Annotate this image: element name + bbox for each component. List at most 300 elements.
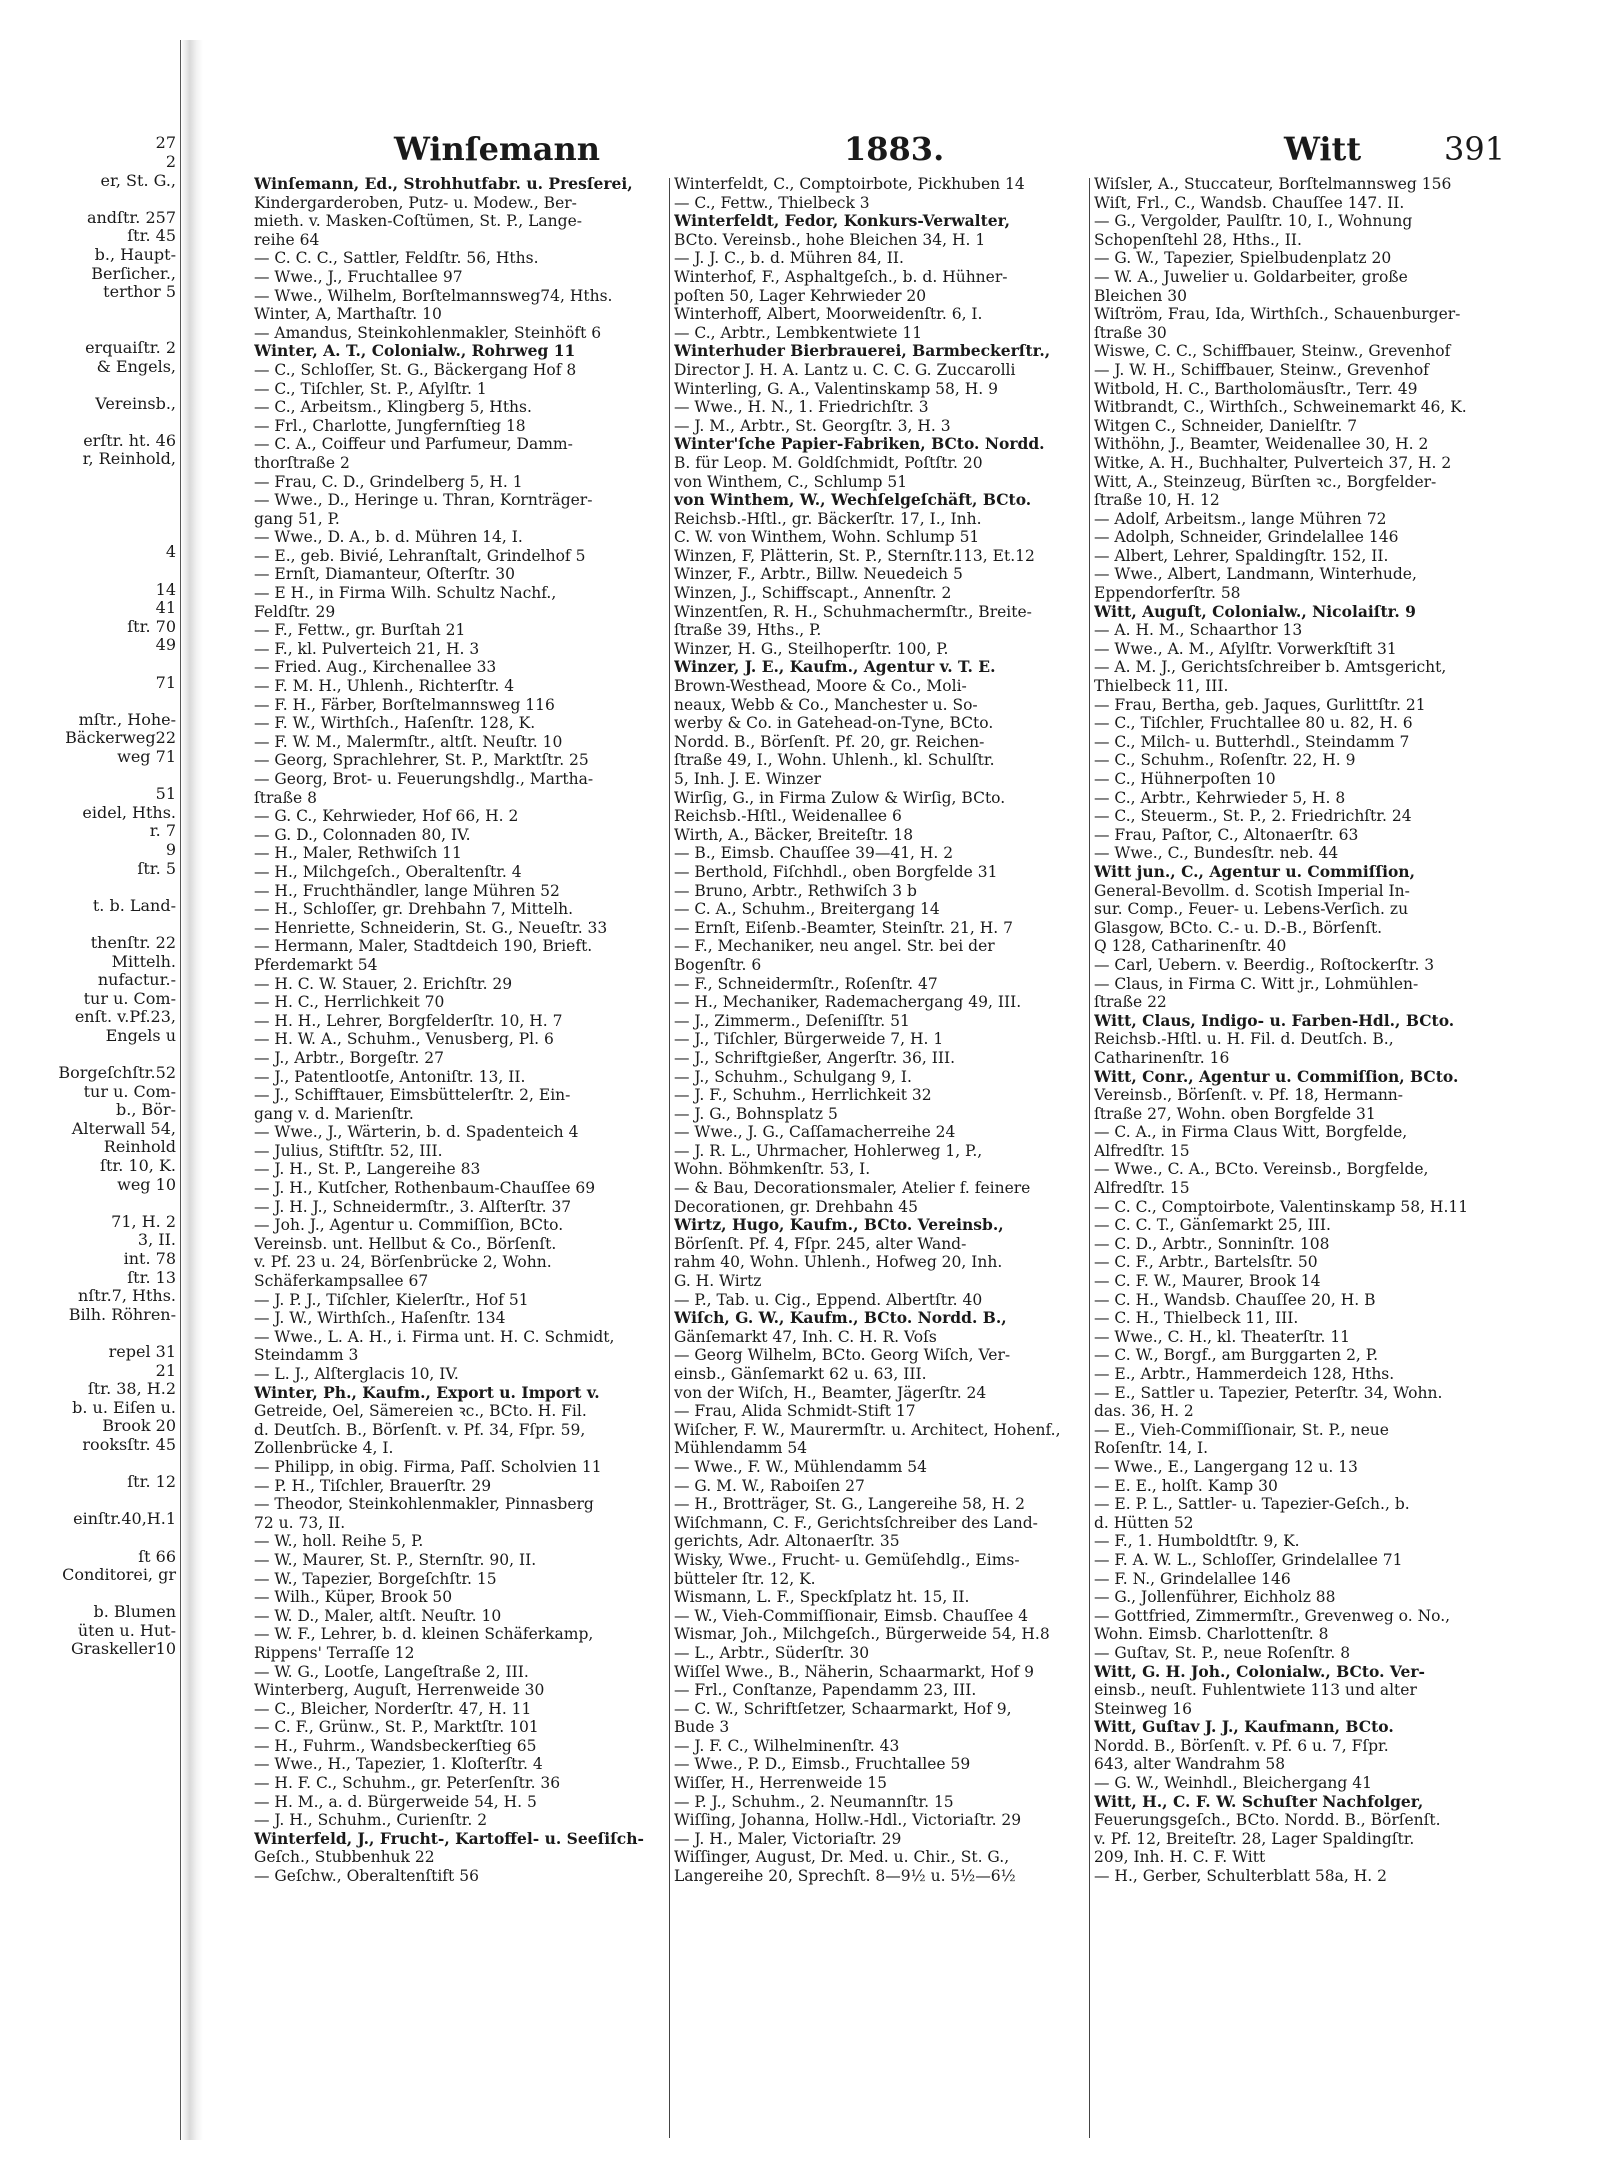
directory-entry: Winterhof, F., Asphaltgeſch., b. d. Hühner- <box>674 267 1008 286</box>
directory-entry: Wiſchmann, C. F., Gerichtsſchreiber des Land- <box>674 1513 1038 1532</box>
fragment-line: Graskeller10 <box>70 1640 176 1659</box>
fragment-line <box>0 302 178 321</box>
fragment-line: Vereinsb., <box>95 394 176 413</box>
fragment-line: 51 <box>155 785 176 804</box>
fragment-line: üten u. Hut- <box>77 1621 176 1640</box>
directory-entry: Wiſtröm, Frau, Ida, Wirthſch., Schauenburger- <box>1094 305 1461 324</box>
directory-entry: — F. W. M., Malermſtr., altſt. Neuſtr. 10 <box>254 732 563 751</box>
directory-entry: — C. F., Arbtr., Bartelsſtr. 50 <box>1094 1253 1318 1272</box>
directory-entry: rahm 40, Wohn. Uhlenh., Hofweg 20, Inh. <box>674 1253 1003 1272</box>
fragment-line <box>0 878 178 897</box>
directory-entry: — Joh. J., Agentur u. Commiſſion, BCto. <box>254 1216 564 1235</box>
directory-entry: Steindamm 3 <box>254 1346 359 1365</box>
directory-entry: — Wwe., C., Bundesſtr. neb. 44 <box>1094 844 1339 863</box>
directory-entry: Reichsb.-Hſtl., gr. Bäckerſtr. 17, I., Inh. <box>674 509 982 528</box>
fragment-line <box>0 488 178 507</box>
directory-entry: — C. F., Grünw., St. P., Marktſtr. 101 <box>254 1718 539 1737</box>
directory-entry: — F., kl. Pulverteich 21, H. 3 <box>254 639 480 658</box>
directory-column-1 <box>254 175 699 2135</box>
directory-entry: — J. P. J., Tiſchler, Kielerſtr., Hof 51 <box>254 1290 529 1309</box>
directory-entry: — Adolph, Schneider, Grindelallee 146 <box>1094 528 1399 547</box>
directory-entry: Witt, Auguſt, Colonialw., Nicolaiſtr. 9 <box>1094 602 1416 621</box>
fragment-line: b. Blumen <box>93 1603 176 1622</box>
directory-entry: — E., geb. Bivié, Lehranſtalt, Grindelhof 5 <box>254 546 586 565</box>
directory-entry: — H., Gerber, Schulterblatt 58a, H. 2 <box>1094 1867 1387 1886</box>
directory-entry: Schopenſtehl 28, Hths., II. <box>1094 230 1302 249</box>
fragment-line: ſtr. 38, H.2 <box>87 1380 176 1399</box>
directory-entry: — J., Schriftgießer, Angerſtr. 36, III. <box>674 1048 956 1067</box>
fragment-line: 71, H. 2 <box>111 1212 176 1231</box>
directory-entry: — H. F. C., Schuhm., gr. Peterſenſtr. 36 <box>254 1774 561 1793</box>
fragment-line: ſtr. 70 <box>127 617 176 636</box>
directory-entry: — C. W., Borgf., am Burggarten 2, P. <box>1094 1346 1378 1365</box>
directory-entry: Vereinsb. unt. Hellbut & Co., Börſenſt. <box>254 1234 557 1253</box>
directory-entry: — Geſchw., Oberaltenſtift 56 <box>254 1867 479 1886</box>
directory-entry: mieth. v. Masken-Coſtümen, St. P., Lange- <box>254 212 582 231</box>
fragment-line <box>0 116 178 135</box>
directory-entry: Wiſſer, H., Herrenweide 15 <box>674 1774 887 1793</box>
directory-entry: — Ernſt, Diamanteur, Oſterſtr. 30 <box>254 565 515 584</box>
directory-entry: Zollenbrücke 4, I. <box>254 1439 394 1458</box>
directory-entry: — C. H., Wandsb. Chauſſee 20, H. B <box>1094 1290 1376 1309</box>
fragment-line: weg 71 <box>117 747 176 766</box>
fragment-line: b. u. Eiſen u. <box>72 1398 176 1417</box>
directory-entry: Winſemann, Ed., Strohhutfabr. u. Presſerei, <box>254 175 633 193</box>
directory-entry: — F., Fettw., gr. Burſtah 21 <box>254 621 466 640</box>
directory-entry: ſtraße 22 <box>1094 993 1167 1012</box>
directory-entry: — W. F., Lehrer, b. d. kleinen Schäferkamp, <box>254 1625 594 1644</box>
directory-entry: — E., Vieh-Commiſſionair, St. P., neue <box>1094 1420 1389 1439</box>
directory-entry: Wismann, L. F., Speckſplatz ht. 15, II. <box>674 1588 970 1607</box>
directory-entry: Bude 3 <box>674 1718 730 1737</box>
directory-entry: 209, Inh. H. C. F. Witt <box>1094 1848 1266 1867</box>
fragment-line: enſt. v.Pf.23, <box>74 1008 176 1027</box>
fragment-line: er, St. G., <box>100 171 176 190</box>
directory-entry: — Wwe., C. A., BCto. Vereinsb., Borgfelde, <box>1094 1160 1429 1179</box>
directory-entry: Winterfeldt, Fedor, Konkurs-Verwalter, <box>674 212 1011 231</box>
fragment-line: Conditorei, gr <box>62 1566 176 1585</box>
directory-entry: — Gottfried, Zimmermſtr., Grevenweg o. No., <box>1094 1606 1451 1625</box>
directory-entry: — Wwe., Albert, Landmann, Winterhude, <box>1094 565 1417 584</box>
directory-entry: Wiſch, G. W., Kaufm., BCto. Nordd. B., <box>674 1309 1007 1328</box>
directory-entry: B. für Leop. M. Goldſchmidt, Poſtſtr. 20 <box>674 453 983 472</box>
directory-page <box>204 60 1584 2140</box>
directory-entry: — L. J., Alſterglacis 10, IV. <box>254 1365 459 1383</box>
directory-entry: — C., Tiſchler, St. P., Aſylſtr. 1 <box>254 379 487 398</box>
directory-entry: — H., Brotträger, St. G., Langereihe 58, H. 2 <box>674 1495 1025 1514</box>
directory-entry: neaux, Webb & Co., Manchester u. So- <box>674 695 978 714</box>
directory-entry: — Wilh., Küper, Brook 50 <box>254 1588 453 1607</box>
fragment-line <box>0 767 178 786</box>
directory-entry: — C. C. T., Gänſemarkt 25, III. <box>1094 1216 1331 1235</box>
directory-entry: Thielbeck 11, III. <box>1094 677 1229 696</box>
book-spine <box>180 40 203 2140</box>
directory-entry: — Wwe., D., Heringe u. Thran, Kornträger- <box>254 491 593 510</box>
directory-entry: Witt, Conr., Agentur u. Commiſſion, BCto. <box>1094 1067 1459 1086</box>
directory-entry: Winzer, H. G., Steilhoperſtr. 100, P. <box>674 639 949 658</box>
directory-entry: — G. W., Tapezier, Spielbudenplatz 20 <box>1094 249 1392 268</box>
directory-entry: — J. H., Kutſcher, Rothenbaum-Chauſſee 69 <box>254 1179 596 1198</box>
fragment-line: mſtr., Hohe- <box>78 710 176 729</box>
fragment-line: 3, II. <box>137 1231 176 1250</box>
fragment-line <box>0 97 178 116</box>
directory-entry: — H., Schloſſer, gr. Drehbahn 7, Mittelh. <box>254 900 574 919</box>
fragment-line <box>0 506 178 525</box>
directory-entry: — Berthold, Fiſchhdl., oben Borgfelde 31 <box>674 862 998 881</box>
directory-entry: — J. M., Arbtr., St. Georgſtr. 3, H. 3 <box>674 416 951 435</box>
directory-entry: — J. H., Schuhm., Curienſtr. 2 <box>254 1811 488 1830</box>
fragment-line: Berſicher., <box>91 264 176 283</box>
directory-entry: — Claus, in Firma C. Witt jr., Lohmühlen- <box>1094 974 1419 993</box>
directory-entry: — J. G., Bohnsplatz 5 <box>674 1104 838 1123</box>
fragment-line: weg 10 <box>117 1175 176 1194</box>
directory-entry: — W. G., Lootſe, Langeſtraße 2, III. <box>254 1662 529 1681</box>
directory-entry: Wiſcher, F. W., Maurermſtr. u. Architect, Hohenf., <box>674 1420 1061 1439</box>
directory-entry: — Adolf, Arbeitsm., lange Mühren 72 <box>1094 509 1387 528</box>
directory-entry: Nordd. B., Börſenſt. Pf. 20, gr. Reichen- <box>674 732 985 751</box>
directory-entry: — C., Milch- u. Butterhdl., Steindamm 7 <box>1094 732 1410 751</box>
fragment-line: erſtr. ht. 46 <box>83 431 176 450</box>
fragment-line: terthor 5 <box>103 283 176 302</box>
fragment-line: b., Bör- <box>116 1101 176 1120</box>
directory-entry: — A. H. M., Schaarthor 13 <box>1094 621 1303 640</box>
fragment-line: 2 <box>165 152 176 171</box>
fragment-line: ſtr. 5 <box>137 859 176 878</box>
directory-entry: ſtraße 39, Hths., P. <box>674 621 822 640</box>
directory-entry: — Frau, C. D., Grindelberg 5, H. 1 <box>254 472 523 491</box>
directory-entry: ſtraße 27, Wohn. oben Borgfelde 31 <box>1094 1104 1376 1123</box>
directory-entry: Winzen, F, Plätterin, St. P., Sternſtr.113, Et.12 <box>674 546 1035 565</box>
directory-entry: — Frau, Paſtor, C., Altonaerſtr. 63 <box>1094 825 1359 844</box>
directory-entry: gang 51, P. <box>254 509 340 528</box>
directory-entry: werby & Co. in Gatehead-on-Tyne, BCto. <box>674 714 994 733</box>
directory-entry: Wiſt, Frl., C., Wandsb. Chauſſee 147. II. <box>1094 193 1405 212</box>
directory-entry: — & Bau, Decorationsmaler, Atelier f. feinere <box>674 1179 1031 1198</box>
fragment-line: ſtr. 12 <box>127 1473 176 1492</box>
directory-entry: — F. H., Färber, Borſtelmannsweg 116 <box>254 695 555 714</box>
directory-entry: Alfredſtr. 15 <box>1094 1179 1190 1198</box>
directory-entry: Vereinsb., Börſenſt. v. Pf. 18, Hermann- <box>1094 1086 1404 1105</box>
directory-entry: ſtraße 30 <box>1094 323 1167 342</box>
directory-entry: Wirth, A., Bäcker, Breiteſtr. 18 <box>674 825 914 844</box>
directory-entry: — F. A. W. L., Schloſſer, Grindelallee 71 <box>1094 1550 1403 1569</box>
directory-entry: Catharinenſtr. 16 <box>1094 1048 1230 1067</box>
directory-entry: — G. M. W., Raboiſen 27 <box>674 1476 865 1495</box>
directory-entry: — Wwe., D. A., b. d. Mühren 14, I. <box>254 528 523 547</box>
directory-entry: — E. E., holſt. Kamp 30 <box>1094 1476 1278 1495</box>
directory-entry: d. Deutſch. B., Börſenſt. v. Pf. 34, Fſpr. 59, <box>254 1420 586 1439</box>
directory-entry: Roſenſtr. 14, I. <box>1094 1439 1209 1458</box>
directory-entry: Wohn. Böhmkenſtr. 53, I. <box>674 1160 871 1179</box>
fragment-line: rooksſtr. 45 <box>82 1435 176 1454</box>
directory-entry: — Guſtav, St. P., neue Roſenſtr. 8 <box>1094 1643 1351 1662</box>
directory-entry: Glasgow, BCto. C.- u. D.-B., Börſenſt. <box>1094 918 1383 937</box>
directory-entry: Steinweg 16 <box>1094 1699 1192 1718</box>
fragment-line: Brook 20 <box>102 1417 176 1436</box>
directory-entry: — F., Schneidermſtr., Roſenſtr. 47 <box>674 974 938 993</box>
directory-entry: Schäferkampsallee 67 <box>254 1272 429 1291</box>
directory-entry: — W., Maurer, St. P., Sternſtr. 90, II. <box>254 1550 537 1569</box>
directory-entry: — J., Patentlootſe, Antoniſtr. 13, II. <box>254 1067 526 1086</box>
directory-entry: Wiſſinger, August, Dr. Med. u. Chir., St. G., <box>674 1848 1010 1867</box>
directory-entry: — Philipp, in obig. Firma, Paſſ. Scholvien 11 <box>254 1457 602 1476</box>
directory-entry: — C., Tiſchler, Fruchtallee 80 u. 82, H. 6 <box>1094 714 1413 733</box>
directory-entry: — C. H., Thielbeck 11, III. <box>1094 1309 1299 1328</box>
fragment-line <box>0 469 178 488</box>
directory-entry: Winterfeldt, C., Comptoirbote, Pickhuben 14 <box>674 175 1025 193</box>
directory-entry: einsb., neuſt. Fuhlentwiete 113 und alter <box>1094 1681 1417 1700</box>
directory-entry: — C., Hühnerpoſten 10 <box>1094 770 1276 788</box>
directory-entry: — C. A., in Firma Claus Witt, Borgfelde, <box>1094 1123 1408 1142</box>
directory-column-3 <box>1094 175 1539 2135</box>
directory-entry: — H., Mechaniker, Rademachergang 49, III. <box>674 993 1022 1012</box>
directory-entry: — H. M., a. d. Bürgerweide 54, H. 5 <box>254 1792 537 1811</box>
directory-entry: Feldſtr. 29 <box>254 602 336 621</box>
directory-entry: — H., Fuhrm., Wandsbeckerſtieg 65 <box>254 1736 537 1755</box>
fragment-line: ſtr. 45 <box>127 227 176 246</box>
directory-entry: — F., Mechaniker, neu angel. Str. bei der <box>674 937 995 956</box>
directory-entry: — P., Tab. u. Cig., Eppend. Albertſtr. 40 <box>674 1290 983 1309</box>
fragment-line: eidel, Hths. <box>82 803 176 822</box>
directory-entry: — W. A., Juwelier u. Goldarbeiter, große <box>1094 267 1408 286</box>
fragment-line: 27 <box>155 134 176 153</box>
directory-entry: — W., Tapezier, Borgeſchſtr. 15 <box>254 1569 497 1588</box>
directory-entry: — Wwe., J., Fruchtallee 97 <box>254 267 463 286</box>
directory-entry: — C. A., Coiffeur und Parfumeur, Damm- <box>254 435 573 454</box>
header-year: 1883. <box>844 130 945 168</box>
previous-page-fragment <box>0 60 178 2120</box>
directory-entry: Decorationen, gr. Drehbahn 45 <box>674 1197 919 1216</box>
directory-entry: — Albert, Lehrer, Spaldingſtr. 152, II. <box>1094 546 1389 565</box>
fragment-line: tur u. Com- <box>83 989 176 1008</box>
directory-entry: — H., Milchgeſch., Oberaltenſtr. 4 <box>254 862 522 881</box>
directory-entry: v. Pf. 12, Breiteſtr. 28, Lager Spaldingſtr. <box>1094 1829 1415 1848</box>
directory-entry: — C. A., Schuhm., Breitergang 14 <box>674 900 940 919</box>
directory-entry: — W., holl. Reihe 5, P. <box>254 1532 424 1551</box>
directory-entry: — A. M. J., Gerichtsſchreiber b. Amtsgericht, <box>1094 658 1447 677</box>
directory-entry: — F. M. H., Uhlenh., Richterſtr. 4 <box>254 677 515 696</box>
directory-entry: — J. F. C., Wilhelminenſtr. 43 <box>674 1736 900 1755</box>
page-number: 391 <box>1444 130 1506 168</box>
directory-entry: — F. W., Wirthſch., Haſenſtr. 128, K. <box>254 714 536 733</box>
directory-entry: Winter'ſche Papier-Fabriken, BCto. Nordd. <box>674 435 1045 454</box>
directory-entry: — Bruno, Arbtr., Rethwiſch 3 b <box>674 881 917 900</box>
fragment-line: b., Haupt- <box>94 245 176 264</box>
directory-entry: Witgen C., Schneider, Danielſtr. 7 <box>1094 416 1358 435</box>
directory-entry: d. Hütten 52 <box>1094 1513 1194 1532</box>
directory-entry: — Georg, Brot- u. Feuerungshdlg., Martha- <box>254 770 594 788</box>
directory-entry: Wiſsler, A., Stuccateur, Borſtelmannsweg 156 <box>1094 175 1452 193</box>
directory-entry: einsb., Gänſemarkt 62 u. 63, III. <box>674 1365 927 1383</box>
fragment-line: tur u. Com- <box>83 1082 176 1101</box>
directory-entry: — C. W., Schriftſetzer, Schaarmarkt, Hof 9, <box>674 1699 1012 1718</box>
fragment-line: 49 <box>155 636 176 655</box>
directory-entry: von Winthem, C., Schlump 51 <box>674 472 908 491</box>
directory-entry: — J. W. H., Schiffbauer, Steinw., Grevenhof <box>1094 360 1429 379</box>
directory-entry: — W. D., Maler, altſt. Neuſtr. 10 <box>254 1606 502 1625</box>
fragment-line: Alterwall 54, <box>71 1119 176 1138</box>
directory-entry: — Wwe., L. A. H., i. Firma unt. H. C. Schmidt, <box>254 1327 615 1346</box>
directory-entry: Wisky, Wwe., Frucht- u. Gemüſehdlg., Eims- <box>674 1550 1020 1569</box>
directory-entry: C. W. von Winthem, Wohn. Schlump 51 <box>674 528 980 547</box>
directory-entry: — E., Sattler u. Tapezier, Peterſtr. 34, Wohn. <box>1094 1383 1443 1402</box>
directory-entry: — H. H., Lehrer, Borgfelderſtr. 10, H. 7 <box>254 1011 563 1030</box>
directory-entry: — Wwe., A. M., Aſylſtr. Vorwerkſtift 31 <box>1094 639 1397 658</box>
fragment-line <box>0 1455 178 1474</box>
directory-entry: Winzer, F., Arbtr., Billw. Neuedeich 5 <box>674 565 963 584</box>
directory-entry: Rippens' Terraſſe 12 <box>254 1643 415 1662</box>
directory-entry: Wirtz, Hugo, Kaufm., BCto. Vereinsb., <box>674 1216 1004 1235</box>
directory-entry: — J., Schifftauer, Eimsbüttelerſtr. 2, Ein- <box>254 1086 571 1105</box>
fragment-line: 4 <box>165 543 176 562</box>
fragment-line <box>0 692 178 711</box>
directory-entry: 5, Inh. J. E. Winzer <box>674 770 822 788</box>
directory-entry: Börſenſt. Pf. 4, Fſpr. 245, alter Wand- <box>674 1234 967 1253</box>
directory-entry: — Julius, Stiftſtr. 52, III. <box>254 1141 443 1160</box>
directory-entry: — Georg Wilhelm, BCto. Georg Wiſch, Ver- <box>674 1346 1011 1365</box>
directory-entry: bütteler ſtr. 12, K. <box>674 1569 816 1588</box>
fragment-line: int. 78 <box>123 1250 176 1268</box>
directory-entry: — G. W., Weinhdl., Bleichergang 41 <box>1094 1774 1372 1793</box>
directory-entry: von Winthem, W., Wechſelgeſchäft, BCto. <box>674 491 1032 510</box>
directory-entry: — C., Schloſſer, St. G., Bäckergang Hof 8 <box>254 360 577 379</box>
directory-entry: — J., Arbtr., Borgeſtr. 27 <box>254 1048 444 1067</box>
directory-entry: — H. C., Herrlichkeit 70 <box>254 993 445 1012</box>
directory-entry: ſtraße 49, I., Wohn. Uhlenh., kl. Schulſtr. <box>674 751 995 770</box>
fragment-line <box>0 190 178 209</box>
directory-entry: — F., 1. Humboldtſtr. 9, K. <box>1094 1532 1300 1551</box>
fragment-line <box>0 1529 178 1548</box>
directory-entry: Winter, A, Marthaſtr. 10 <box>254 305 442 324</box>
directory-entry: Reichsb.-Hſtl., Weidenallee 6 <box>674 807 902 826</box>
directory-entry: — Amandus, Steinkohlenmakler, Steinhöft 6 <box>254 323 602 342</box>
directory-entry: Mühlendamm 54 <box>674 1439 808 1458</box>
directory-entry: Wirſig, G., in Firma Zulow & Wirſig, BCto. <box>674 788 1006 807</box>
directory-entry: — Wwe., P. D., Eimsb., Fruchtallee 59 <box>674 1755 971 1774</box>
directory-entry: — Theodor, Steinkohlenmakler, Pinnasberg <box>254 1495 594 1514</box>
fragment-line: r. 7 <box>149 822 176 841</box>
fragment-line: 14 <box>155 580 176 599</box>
fragment-line: ſtr. 10, K. <box>100 1157 176 1176</box>
directory-entry: Wohn. Eimsb. Charlottenſtr. 8 <box>1094 1625 1329 1644</box>
directory-entry: — Wwe., J., Wärterin, b. d. Spadenteich 4 <box>254 1123 579 1142</box>
directory-entry: — C. F. W., Maurer, Brook 14 <box>1094 1272 1321 1291</box>
directory-entry: — Wwe., H. N., 1. Friedrichſtr. 3 <box>674 398 929 417</box>
directory-entry: — Wwe., C. H., kl. Theaterſtr. 11 <box>1094 1327 1351 1346</box>
directory-entry: Wiswe, C. C., Schiffbauer, Steinw., Grevenhof <box>1094 342 1451 361</box>
directory-entry: ſtraße 10, H. 12 <box>1094 491 1220 510</box>
directory-entry: Brown-Westhead, Moore & Co., Moli- <box>674 677 967 696</box>
fragment-line: 41 <box>155 599 176 618</box>
fragment-line: ſt 66 <box>138 1547 176 1566</box>
fragment-line: erquaiſtr. 2 <box>85 338 176 357</box>
directory-entry: Langereihe 20, Sprechſt. 8—9½ u. 5½—6½ <box>674 1867 1016 1886</box>
fragment-line: nſtr.7, Hths. <box>78 1287 176 1306</box>
directory-entry: — J., Zimmerm., Deſeniſſtr. 51 <box>674 1011 910 1030</box>
directory-entry: — E. P. L., Sattler- u. Tapezier-Geſch., b. <box>1094 1495 1410 1514</box>
directory-entry: — Fried. Aug., Kirchenallee 33 <box>254 658 497 677</box>
fragment-line <box>0 915 178 934</box>
directory-entry: Bleichen 30 <box>1094 286 1187 305</box>
fragment-line: Mittelh. <box>111 952 176 971</box>
directory-entry: Witbold, H. C., Bartholomäusſtr., Terr. 49 <box>1094 379 1418 398</box>
directory-entry: — Georg, Sprachlehrer, St. P., Marktſtr. 25 <box>254 751 589 770</box>
directory-entry: poſten 50, Lager Kehrwieder 20 <box>674 286 927 305</box>
directory-entry: — J., Tiſchler, Bürgerweide 7, H. 1 <box>674 1030 944 1049</box>
directory-entry: — C., Schuhm., Roſenſtr. 22, H. 9 <box>1094 751 1356 770</box>
directory-entry: Winterfeld, J., Frucht-, Kartoffel- u. Seeſiſch- <box>254 1829 644 1848</box>
directory-entry: Winterhoff, Albert, Moorweidenſtr. 6, I. <box>674 305 983 324</box>
directory-entry: — G. C., Kehrwieder, Hof 66, H. 2 <box>254 807 519 826</box>
fragment-line <box>0 376 178 395</box>
directory-entry: — J. H., St. P., Langereihe 83 <box>254 1160 481 1179</box>
directory-entry: Wismar, Joh., Milchgeſch., Bürgerweide 54, H.8 <box>674 1625 1050 1644</box>
fragment-line <box>0 1585 178 1604</box>
fragment-line <box>0 60 178 79</box>
fragment-line <box>0 79 178 98</box>
directory-entry: — H. C. W. Stauer, 2. Erichſtr. 29 <box>254 974 513 993</box>
fragment-line: 71 <box>155 673 176 692</box>
directory-entry: — J. H. J., Schneidermſtr., 3. Alſterſtr. 37 <box>254 1197 572 1216</box>
directory-entry: — G., Jollenführer, Eichholz 88 <box>1094 1588 1336 1607</box>
directory-entry: Witt, A., Steinzeug, Bürſten ꝛc., Borgfelder- <box>1094 472 1437 491</box>
directory-entry: — C., Arbtr., Lembkentwiete 11 <box>674 323 923 342</box>
fragment-line: & Engels, <box>96 357 176 376</box>
fragment-line: ſtr. 13 <box>127 1268 176 1287</box>
directory-entry: — J. H., Maler, Victoriaſtr. 29 <box>674 1829 902 1848</box>
directory-entry: Pferdemarkt 54 <box>254 955 378 974</box>
fragment-line: 9 <box>165 840 176 859</box>
fragment-line: nufactur.- <box>97 971 176 990</box>
directory-entry: — C., Arbeitsm., Klingberg 5, Hths. <box>254 398 532 417</box>
directory-entry: 643, alter Wandrahm 58 <box>1094 1755 1286 1774</box>
fragment-line: Reinhold <box>103 1138 176 1157</box>
directory-entry: — Frau, Bertha, geb. Jaques, Gurlittſtr. 21 <box>1094 695 1426 714</box>
fragment-line <box>0 320 178 339</box>
directory-entry: Director J. H. A. Lantz u. C. C. G. Zuccarolli <box>674 360 1016 379</box>
directory-entry: — W., Vieh-Commiſſionair, Eimsb. Chauſſee 4 <box>674 1606 1029 1625</box>
directory-entry: — H. W. A., Schuhm., Venusberg, Pl. 6 <box>254 1030 554 1049</box>
directory-column-2 <box>674 175 1119 2135</box>
directory-entry: Bogenſtr. 6 <box>674 955 762 974</box>
page-header <box>204 130 1574 178</box>
directory-entry: — C., Fettw., Thielbeck 3 <box>674 193 870 212</box>
directory-entry: — J. J. C., b. d. Mühren 84, II. <box>674 249 904 268</box>
directory-entry: Winzen, J., Schiffscapt., Annenſtr. 2 <box>674 584 952 603</box>
directory-entry: — P. J., Schuhm., 2. Neumannſtr. 15 <box>674 1792 954 1811</box>
directory-entry: G. H. Wirtz <box>674 1272 762 1291</box>
header-right-keyword: Witt <box>1284 130 1362 168</box>
fragment-line: Engels u <box>105 1026 176 1045</box>
directory-entry: — C. C. C., Sattler, Feldſtr. 56, Hths. <box>254 249 539 268</box>
fragment-line <box>0 655 178 674</box>
fragment-line: thenſtr. 22 <box>90 933 176 952</box>
directory-entry: gerichts, Adr. Altonaerſtr. 35 <box>674 1532 900 1551</box>
directory-entry: Witt, Claus, Indigo- u. Farben-Hdl., BCto. <box>1094 1011 1455 1030</box>
directory-entry: — C., Bleicher, Norderſtr. 47, H. 11 <box>254 1699 532 1718</box>
fragment-line: 21 <box>155 1361 176 1380</box>
directory-entry: 72 u. 73, II. <box>254 1513 346 1532</box>
directory-entry: — P. H., Tiſchler, Brauerſtr. 29 <box>254 1476 492 1495</box>
fragment-line <box>0 1492 178 1511</box>
directory-entry: — Frau, Alida Schmidt-Stift 17 <box>674 1402 916 1421</box>
fragment-line: Borgeſchſtr.52 <box>58 1064 176 1083</box>
fragment-line: einſtr.40,H.1 <box>73 1510 176 1529</box>
directory-entry: Kindergarderoben, Putz- u. Modew., Ber- <box>254 193 577 212</box>
directory-entry: Witt jun., C., Agentur u. Commiſſion, <box>1094 862 1415 881</box>
directory-entry: General-Bevollm. d. Scotish Imperial In- <box>1094 881 1410 900</box>
directory-entry: Reichsb.-Hſtl. u. H. Fil. d. Deutſch. B., <box>1094 1030 1394 1049</box>
